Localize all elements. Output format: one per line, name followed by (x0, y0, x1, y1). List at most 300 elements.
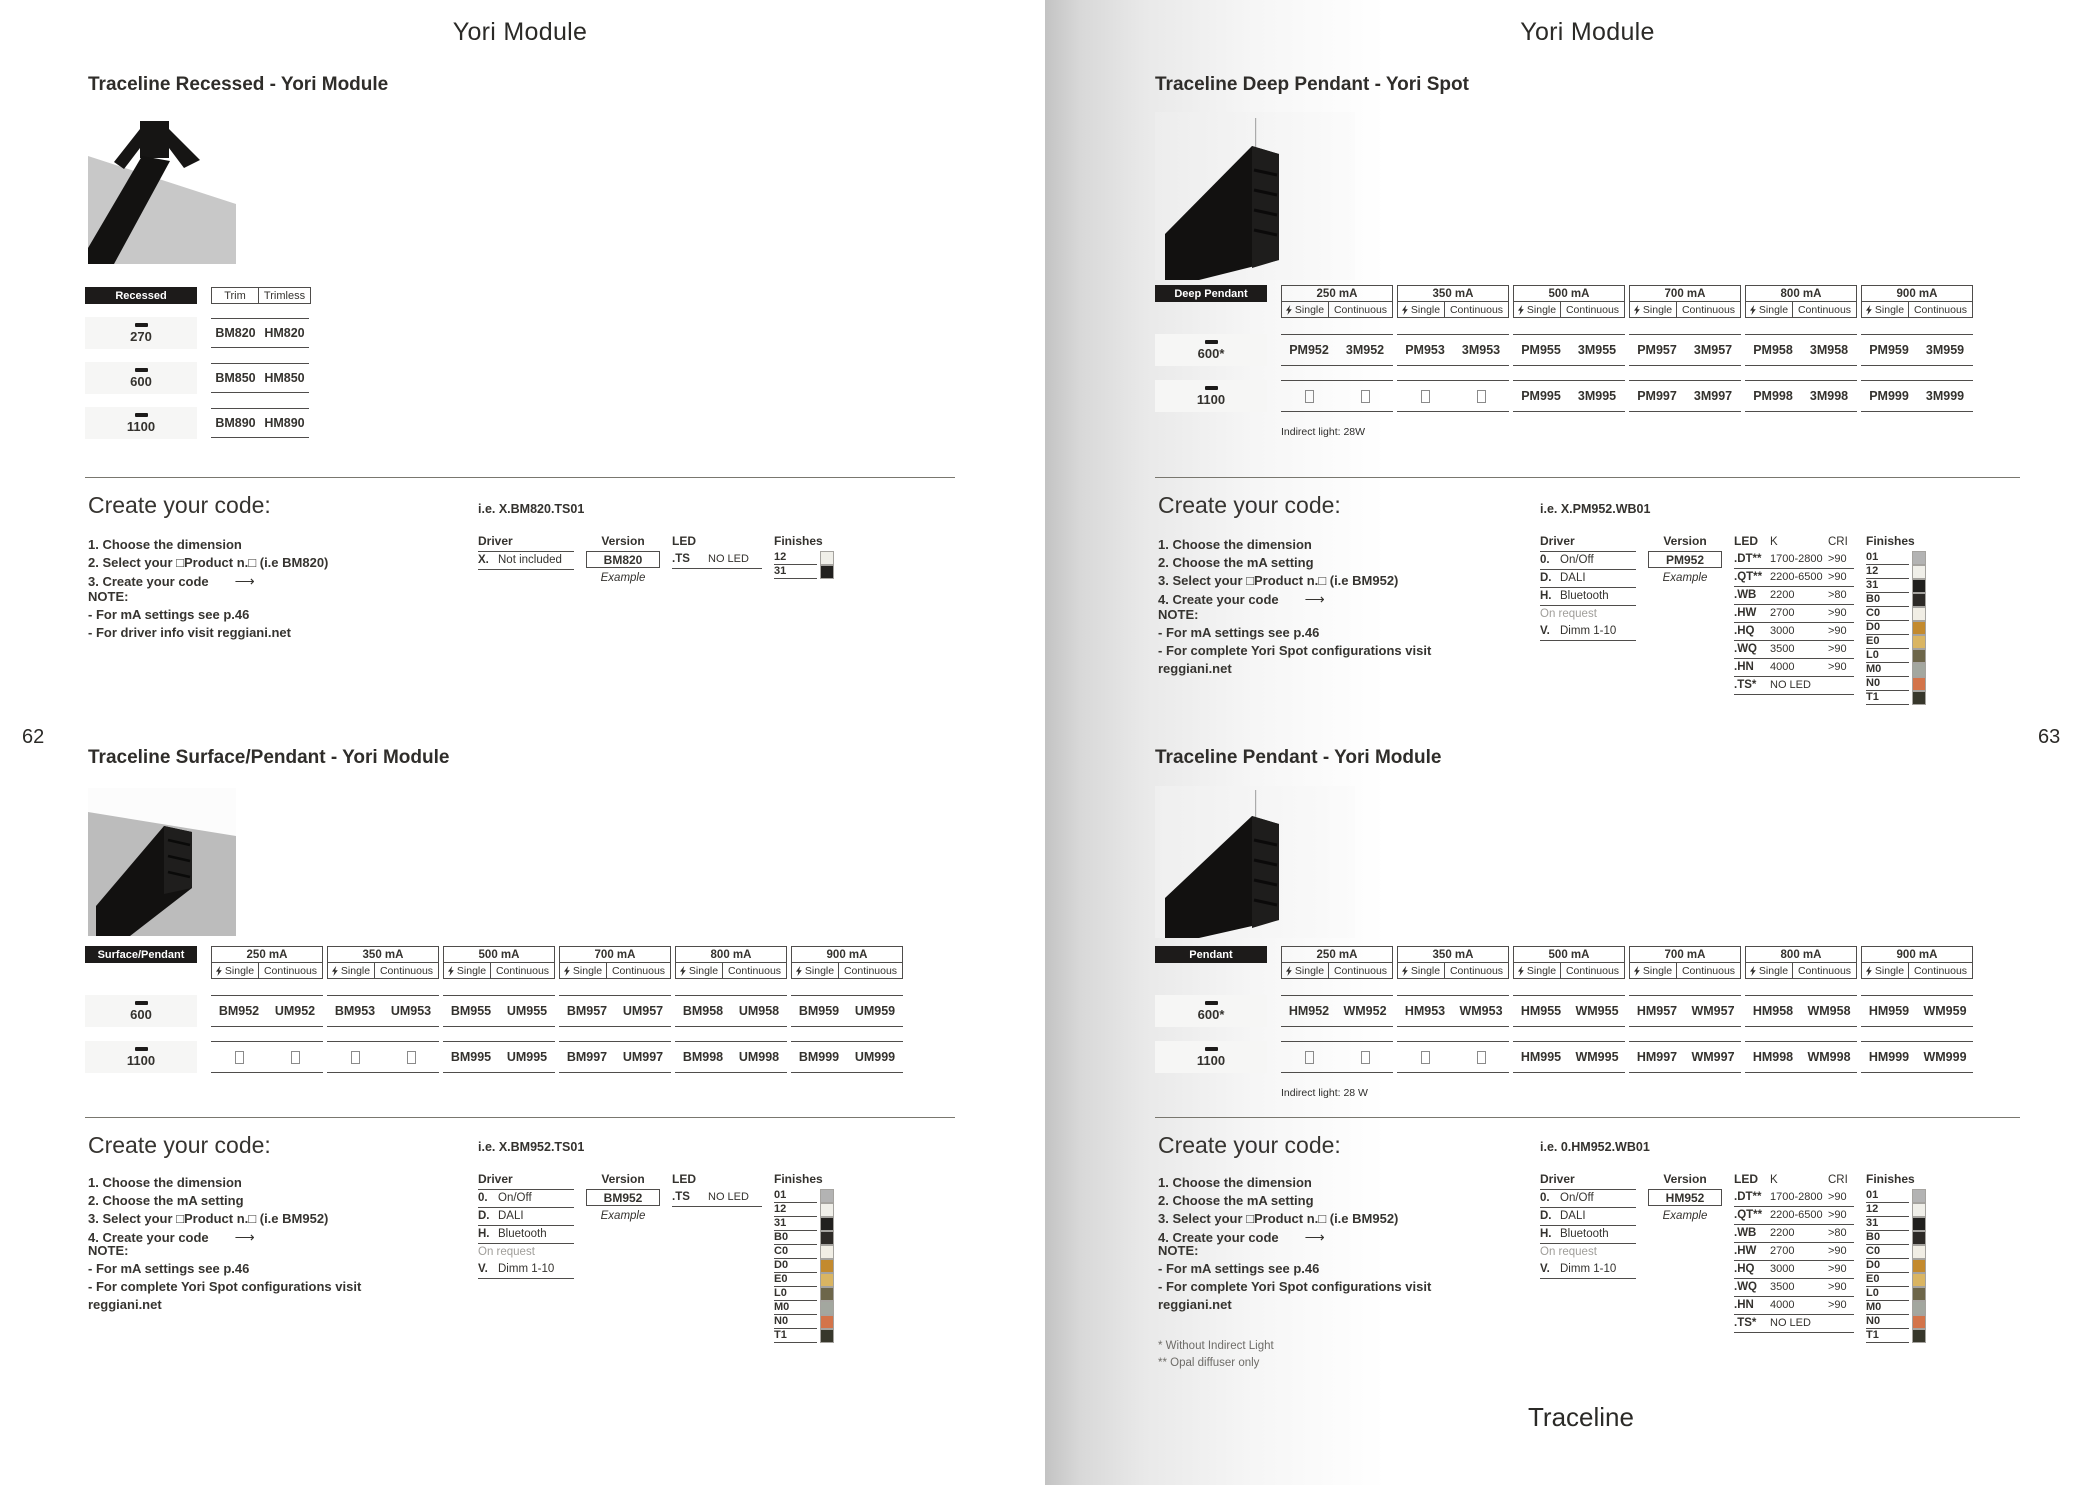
ma-subheader-row (1629, 302, 1741, 318)
driver-code: X. (478, 554, 489, 566)
dimension-dash-icon (1205, 340, 1218, 344)
driver-label: On request (1540, 1246, 1597, 1258)
ma-column-header: 500 mA (1513, 946, 1625, 963)
driver-option (478, 1190, 574, 1208)
led-option (1734, 1315, 1854, 1333)
create-code-steps (1158, 536, 1503, 609)
led-code: .TS (672, 1191, 690, 1203)
driver-option (1540, 588, 1636, 606)
code-slot: BM958 (682, 1004, 724, 1018)
continuous-subheader: Continuous (1328, 963, 1393, 979)
note-heading: NOTE: (1158, 1243, 1199, 1258)
ma-subheader-row (443, 963, 555, 979)
code-slot: UM952 (274, 1004, 316, 1018)
finish-swatch (1912, 1217, 1926, 1231)
driver-option (478, 552, 574, 570)
page-number-left: 62 (22, 726, 45, 748)
code-slot: WM953 (1459, 1004, 1503, 1018)
dimension-cell (1155, 1041, 1267, 1073)
continuous-subheader: Continuous (1676, 963, 1741, 979)
create-step: 4. Create your code ⟶ (1158, 591, 1325, 607)
code-slot: 3M997 (1693, 389, 1733, 403)
led-k-value: 3500 (1770, 643, 1795, 655)
missing-glyph-box (1421, 1051, 1430, 1064)
ma-column-header: 700 mA (1629, 946, 1741, 963)
code-slot: PM995 (1521, 389, 1561, 403)
driver-heading: Driver (1540, 1172, 1636, 1190)
dimension-value: 600* (1197, 1006, 1225, 1022)
code-slot: UM999 (854, 1050, 896, 1064)
lightning-icon (1634, 966, 1640, 976)
finish-swatch (1912, 565, 1926, 579)
driver-option (1540, 623, 1636, 641)
single-label: Single (1758, 303, 1789, 316)
create-code-heading: Create your code: (88, 492, 271, 518)
code-slot: 3M955 (1577, 343, 1617, 357)
finishes-column (774, 1172, 834, 1343)
create-step: 1. Choose the dimension (88, 537, 242, 552)
code-slot: HM997 (1636, 1050, 1678, 1064)
finish-swatch (1912, 1287, 1926, 1301)
table-rows (1155, 995, 1977, 1073)
deep-pendant-illustration (1155, 112, 1355, 280)
create-step: 3. Select your □Product n.□ (i.e BM952) (88, 1211, 329, 1226)
table-row (85, 317, 311, 349)
code-pair-cell (1629, 334, 1741, 366)
lightning-icon (1286, 305, 1292, 315)
led-k-value: 3000 (1770, 1263, 1795, 1275)
missing-glyph-box (351, 1051, 360, 1064)
code-pair-cell (1397, 995, 1509, 1027)
surface-profile-illustration (88, 788, 236, 936)
driver-label: On request (1540, 608, 1597, 620)
create-code-notes (88, 1242, 408, 1314)
missing-glyph-box (235, 1051, 244, 1064)
finish-option (774, 565, 834, 579)
finish-code: 01 (1866, 551, 1909, 565)
code-slot (1281, 1051, 1337, 1064)
finish-code: C0 (1866, 1245, 1909, 1259)
divider (85, 1117, 955, 1118)
missing-glyph-box (1477, 390, 1486, 403)
code-slot: PM957 (1637, 343, 1677, 357)
driver-label: Dimm 1-10 (1560, 1263, 1617, 1275)
finish-swatch (820, 1189, 834, 1203)
single-subheader (675, 963, 722, 979)
ma-column-group (1861, 946, 1973, 979)
led-k-value: 2200 (1770, 1227, 1795, 1239)
note-line: - For mA settings see p.46 (88, 607, 250, 622)
code-slot: 3M999 (1925, 389, 1965, 403)
divider (1155, 477, 2020, 478)
led-code: .TS* (1734, 679, 1757, 691)
recessed-profile-illustration (88, 116, 236, 264)
single-label: Single (1526, 964, 1557, 977)
led-option (1734, 659, 1854, 677)
dimension-dash-icon (1205, 1001, 1218, 1005)
ma-column-header: 700 mA (559, 946, 671, 963)
finish-code: B0 (1866, 1231, 1909, 1245)
finish-option (774, 1217, 834, 1231)
continuous-subheader: Continuous (374, 963, 439, 979)
example-code: i.e. 0.HM952.WB01 (1540, 1140, 1650, 1154)
product-code: HM850 (264, 371, 305, 385)
driver-label: DALI (498, 1210, 524, 1222)
led-option (1734, 1189, 1854, 1207)
led-column (672, 534, 762, 569)
code-slot (1397, 390, 1453, 403)
dimension-dash-icon (135, 323, 148, 327)
led-cri-value: >90 (1828, 1191, 1847, 1203)
code-pair-cell (1513, 380, 1625, 412)
led-k-value: NO LED (1770, 1317, 1811, 1329)
code-slot: 3M952 (1345, 343, 1385, 357)
code-slot: HM998 (1752, 1050, 1794, 1064)
code-pair-cell (1281, 1041, 1393, 1073)
table-header-chip: Deep Pendant (1155, 285, 1267, 302)
code-slot: BM998 (682, 1050, 724, 1064)
table-rows (85, 995, 907, 1073)
finish-option (1866, 649, 1926, 663)
version-caption: Example (600, 572, 646, 584)
finish-code: L0 (774, 1287, 817, 1301)
code-pair-cell (1281, 334, 1393, 366)
ma-subheader-row (211, 963, 323, 979)
driver-label: Bluetooth (1560, 1228, 1609, 1240)
section-title-recessed: Traceline Recessed - Yori Module (88, 74, 389, 95)
code-slot: PM958 (1753, 343, 1793, 357)
indirect-light-note: Indirect light: 28 W (1281, 1087, 1368, 1099)
code-slot: HM955 (1520, 1004, 1562, 1018)
finish-option (774, 551, 834, 565)
create-step: 2. Choose the mA setting (88, 1193, 244, 1208)
finish-code: D0 (1866, 1259, 1909, 1273)
ma-column-header: 900 mA (791, 946, 903, 963)
led-k-value: 2200-6500 (1770, 1209, 1823, 1221)
continuous-subheader: Continuous (1908, 302, 1973, 318)
driver-option (1540, 1208, 1636, 1226)
finish-code: 12 (774, 1203, 817, 1217)
code-slot: BM955 (450, 1004, 492, 1018)
create-step: 1. Choose the dimension (88, 1175, 242, 1190)
finish-option (774, 1203, 834, 1217)
led-option (1734, 677, 1854, 695)
continuous-subheader: Continuous (1328, 302, 1393, 318)
arrow-right-icon: ⟶ (234, 573, 255, 589)
driver-code: H. (478, 1228, 490, 1240)
code-pair-cell (1281, 995, 1393, 1027)
table-row (1155, 1041, 1977, 1073)
code-pair-cell (559, 1041, 671, 1073)
finish-option (1866, 1315, 1926, 1329)
finish-swatch (820, 1245, 834, 1259)
dimension-dash-icon (135, 1001, 148, 1005)
cri-column-heading: CRI (1828, 1174, 1848, 1186)
code-slot: UM953 (390, 1004, 432, 1018)
note-heading: NOTE: (88, 589, 129, 604)
finishes-column (1866, 534, 1926, 705)
dimension-dash-icon (135, 368, 148, 372)
finish-swatch (1912, 621, 1926, 635)
code-pair-cell (1745, 380, 1857, 412)
led-k-value: 2700 (1770, 607, 1795, 619)
led-code: .WB (1734, 589, 1757, 601)
running-title-right: Yori Module (1520, 18, 1655, 46)
create-step: 2. Choose the mA setting (1158, 1193, 1314, 1208)
led-code: .QT** (1734, 571, 1763, 583)
dimension-cell (1155, 334, 1267, 366)
footnote-line: ** Opal diffuser only (1158, 1357, 1260, 1369)
note-heading: NOTE: (1158, 607, 1199, 622)
code-slot: BM997 (566, 1050, 608, 1064)
single-label: Single (1642, 964, 1673, 977)
code-slot: 3M958 (1809, 343, 1849, 357)
finish-code: D0 (1866, 621, 1909, 635)
create-code-heading: Create your code: (88, 1132, 271, 1158)
driver-code: H. (1540, 1228, 1552, 1240)
led-option (1734, 1297, 1854, 1315)
lightning-icon (1866, 305, 1872, 315)
ma-subheader-row (1861, 963, 1973, 979)
code-pair-cell (1745, 995, 1857, 1027)
code-slot: BM999 (798, 1050, 840, 1064)
code-slot: WM997 (1691, 1050, 1735, 1064)
code-pair-cell (675, 1041, 787, 1073)
note-heading: NOTE: (88, 1243, 129, 1258)
led-heading: LED (672, 1172, 696, 1186)
example-code: i.e. X.BM820.TS01 (478, 502, 585, 516)
create-step: 1. Choose the dimension (1158, 1175, 1312, 1190)
led-k-value: NO LED (1770, 679, 1811, 691)
create-step: 2. Select your □Product n.□ (i.e BM820) (88, 555, 329, 570)
cri-column-heading: CRI (1828, 536, 1848, 548)
version-column (586, 534, 660, 584)
code-pair-cell (443, 1041, 555, 1073)
driver-code: H. (1540, 590, 1552, 602)
code-pair-cell (1513, 995, 1625, 1027)
table-header-chip: Pendant (1155, 946, 1267, 963)
finish-code: E0 (774, 1273, 817, 1287)
code-slot: PM997 (1637, 389, 1677, 403)
product-codes-cell (211, 318, 309, 348)
pendant-illustration (1155, 786, 1355, 938)
led-code: .HQ (1734, 625, 1755, 637)
code-slot (383, 1051, 439, 1064)
finish-option (1866, 663, 1926, 677)
note-line: - For mA settings see p.46 (88, 1261, 250, 1276)
code-slot: HM959 (1868, 1004, 1910, 1018)
code-slot: UM958 (738, 1004, 780, 1018)
dimension-cell (85, 317, 197, 349)
continuous-subheader: Continuous (1908, 963, 1973, 979)
finish-option (1866, 677, 1926, 691)
finish-swatch (1912, 691, 1926, 705)
finish-swatch (820, 1259, 834, 1273)
finish-code: D0 (774, 1259, 817, 1273)
finish-swatch (820, 1273, 834, 1287)
code-pair-cell (1397, 334, 1509, 366)
code-slot: UM998 (738, 1050, 780, 1064)
finish-option (774, 1287, 834, 1301)
led-code: .QT** (1734, 1209, 1763, 1221)
create-step: 3. Select your □Product n.□ (i.e BM952) (1158, 1211, 1399, 1226)
lightning-icon (448, 966, 454, 976)
led-code: .DT** (1734, 1191, 1762, 1203)
create-code-steps (1158, 1174, 1503, 1247)
finish-swatch (820, 1217, 834, 1231)
continuous-subheader: Continuous (1792, 963, 1857, 979)
led-code: .HW (1734, 1245, 1757, 1257)
product-image-pendant (1155, 786, 1355, 943)
driver-label: On/Off (498, 1192, 532, 1204)
finish-option (1866, 565, 1926, 579)
finish-swatch (1912, 677, 1926, 691)
code-slot: BM959 (798, 1004, 840, 1018)
single-label: Single (572, 964, 603, 977)
finish-code: 01 (1866, 1189, 1909, 1203)
single-subheader (791, 963, 838, 979)
indirect-light-note: Indirect light: 28W (1281, 426, 1366, 438)
create-code-heading: Create your code: (1158, 492, 1341, 518)
finish-swatch (820, 1287, 834, 1301)
ma-column-group (1861, 285, 1973, 318)
ma-column-group (1281, 946, 1393, 979)
code-pair-cell (1861, 1041, 1973, 1073)
finish-option (1866, 1287, 1926, 1301)
driver-label: On/Off (1560, 554, 1594, 566)
ma-column-header: 900 mA (1861, 946, 1973, 963)
continuous-subheader: Continuous (838, 963, 903, 979)
code-slot (1453, 390, 1509, 403)
single-subheader (1513, 302, 1560, 318)
finish-code: 31 (774, 565, 817, 579)
finish-swatch (1912, 635, 1926, 649)
ma-column-header: 250 mA (1281, 285, 1393, 302)
ma-column-group (1281, 285, 1393, 318)
lightning-icon (796, 966, 802, 976)
finish-code: C0 (774, 1245, 817, 1259)
code-pair-cell (1861, 334, 1973, 366)
single-subheader (1397, 963, 1444, 979)
lightning-icon (1286, 966, 1292, 976)
finish-option (1866, 579, 1926, 593)
finishes-column (1866, 1172, 1926, 1343)
finish-option (1866, 1203, 1926, 1217)
led-option (1734, 623, 1854, 641)
version-heading: Version (601, 1172, 645, 1186)
continuous-subheader: Continuous (1792, 302, 1857, 318)
code-slot: PM953 (1405, 343, 1445, 357)
led-k-value: 3000 (1770, 625, 1795, 637)
led-cri-value: >90 (1828, 1263, 1847, 1275)
code-slot: BM953 (334, 1004, 376, 1018)
version-column (1648, 1172, 1722, 1222)
ma-column-header: 500 mA (443, 946, 555, 963)
code-pair-cell (1397, 1041, 1509, 1073)
led-k-value: NO LED (708, 1191, 749, 1203)
code-slot: 3M953 (1461, 343, 1501, 357)
table-row (85, 995, 907, 1027)
finishes-heading: Finishes (1866, 1172, 1915, 1186)
single-subheader (1861, 963, 1908, 979)
finish-code: M0 (774, 1301, 817, 1315)
page-number-right: 63 (2038, 726, 2061, 748)
create-step: 4. Create your code ⟶ (88, 1229, 255, 1245)
code-slot: WM959 (1923, 1004, 1967, 1018)
finish-swatch (820, 551, 834, 565)
dimension-cell (1155, 380, 1267, 412)
code-slot: 3M998 (1809, 389, 1849, 403)
continuous-subheader: Continuous (1444, 302, 1509, 318)
driver-option (1540, 606, 1636, 623)
finish-swatch (1912, 551, 1926, 565)
section-title-deep-pendant: Traceline Deep Pendant - Yori Spot (1155, 74, 1469, 95)
lightning-icon (1750, 966, 1756, 976)
product-image-surface-pendant (88, 788, 236, 941)
finish-code: M0 (1866, 1301, 1909, 1315)
code-pair-cell (1397, 380, 1509, 412)
single-label: Single (1642, 303, 1673, 316)
led-k-value: 4000 (1770, 661, 1795, 673)
product-image-deep-pendant (1155, 112, 1355, 285)
code-slot: UM959 (854, 1004, 896, 1018)
driver-heading: Driver (1540, 534, 1636, 552)
single-subheader (1861, 302, 1908, 318)
dimension-cell (85, 362, 197, 394)
section-title-surface-pendant: Traceline Surface/Pendant - Yori Module (88, 747, 450, 768)
dimension-value: 600 (130, 373, 152, 389)
driver-label: Dimm 1-10 (498, 1263, 555, 1275)
table-header-row (1155, 285, 1977, 318)
ma-subheader-row (1745, 963, 1857, 979)
driver-code: D. (478, 1210, 490, 1222)
code-slot (211, 1051, 267, 1064)
dimension-value: 600* (1197, 345, 1225, 361)
driver-column (478, 1172, 574, 1279)
lightning-icon (332, 966, 338, 976)
create-code-steps (88, 536, 433, 591)
missing-glyph-box (1305, 390, 1314, 403)
led-cri-value: >90 (1828, 1209, 1847, 1221)
driver-code: 0. (1540, 554, 1550, 566)
finish-swatch (820, 1203, 834, 1217)
ma-column-group (1629, 285, 1741, 318)
code-slot: PM998 (1753, 389, 1793, 403)
finish-option (1866, 551, 1926, 565)
led-option (672, 1189, 762, 1207)
version-value-box: BM952 (586, 1189, 660, 1206)
version-value-box: PM952 (1648, 551, 1722, 568)
code-pair-cell (1629, 995, 1741, 1027)
recessed-product-table (85, 287, 311, 439)
version-caption: Example (1662, 572, 1708, 584)
finish-option (1866, 593, 1926, 607)
code-builder-pendant (1540, 1140, 1926, 1343)
led-cri-value: >90 (1828, 553, 1847, 565)
create-code-notes (88, 588, 408, 642)
single-subheader (1629, 963, 1676, 979)
lightning-icon (1518, 305, 1524, 315)
ma-subheader-row (1629, 963, 1741, 979)
arrow-right-icon: ⟶ (1304, 1229, 1325, 1245)
code-slot: BM995 (450, 1050, 492, 1064)
ma-column-header: 800 mA (1745, 285, 1857, 302)
version-heading: Version (1663, 1172, 1707, 1186)
finish-swatch (820, 1231, 834, 1245)
create-step: 1. Choose the dimension (1158, 537, 1312, 552)
ma-subheader-row (791, 963, 903, 979)
driver-code: 0. (1540, 1192, 1550, 1204)
